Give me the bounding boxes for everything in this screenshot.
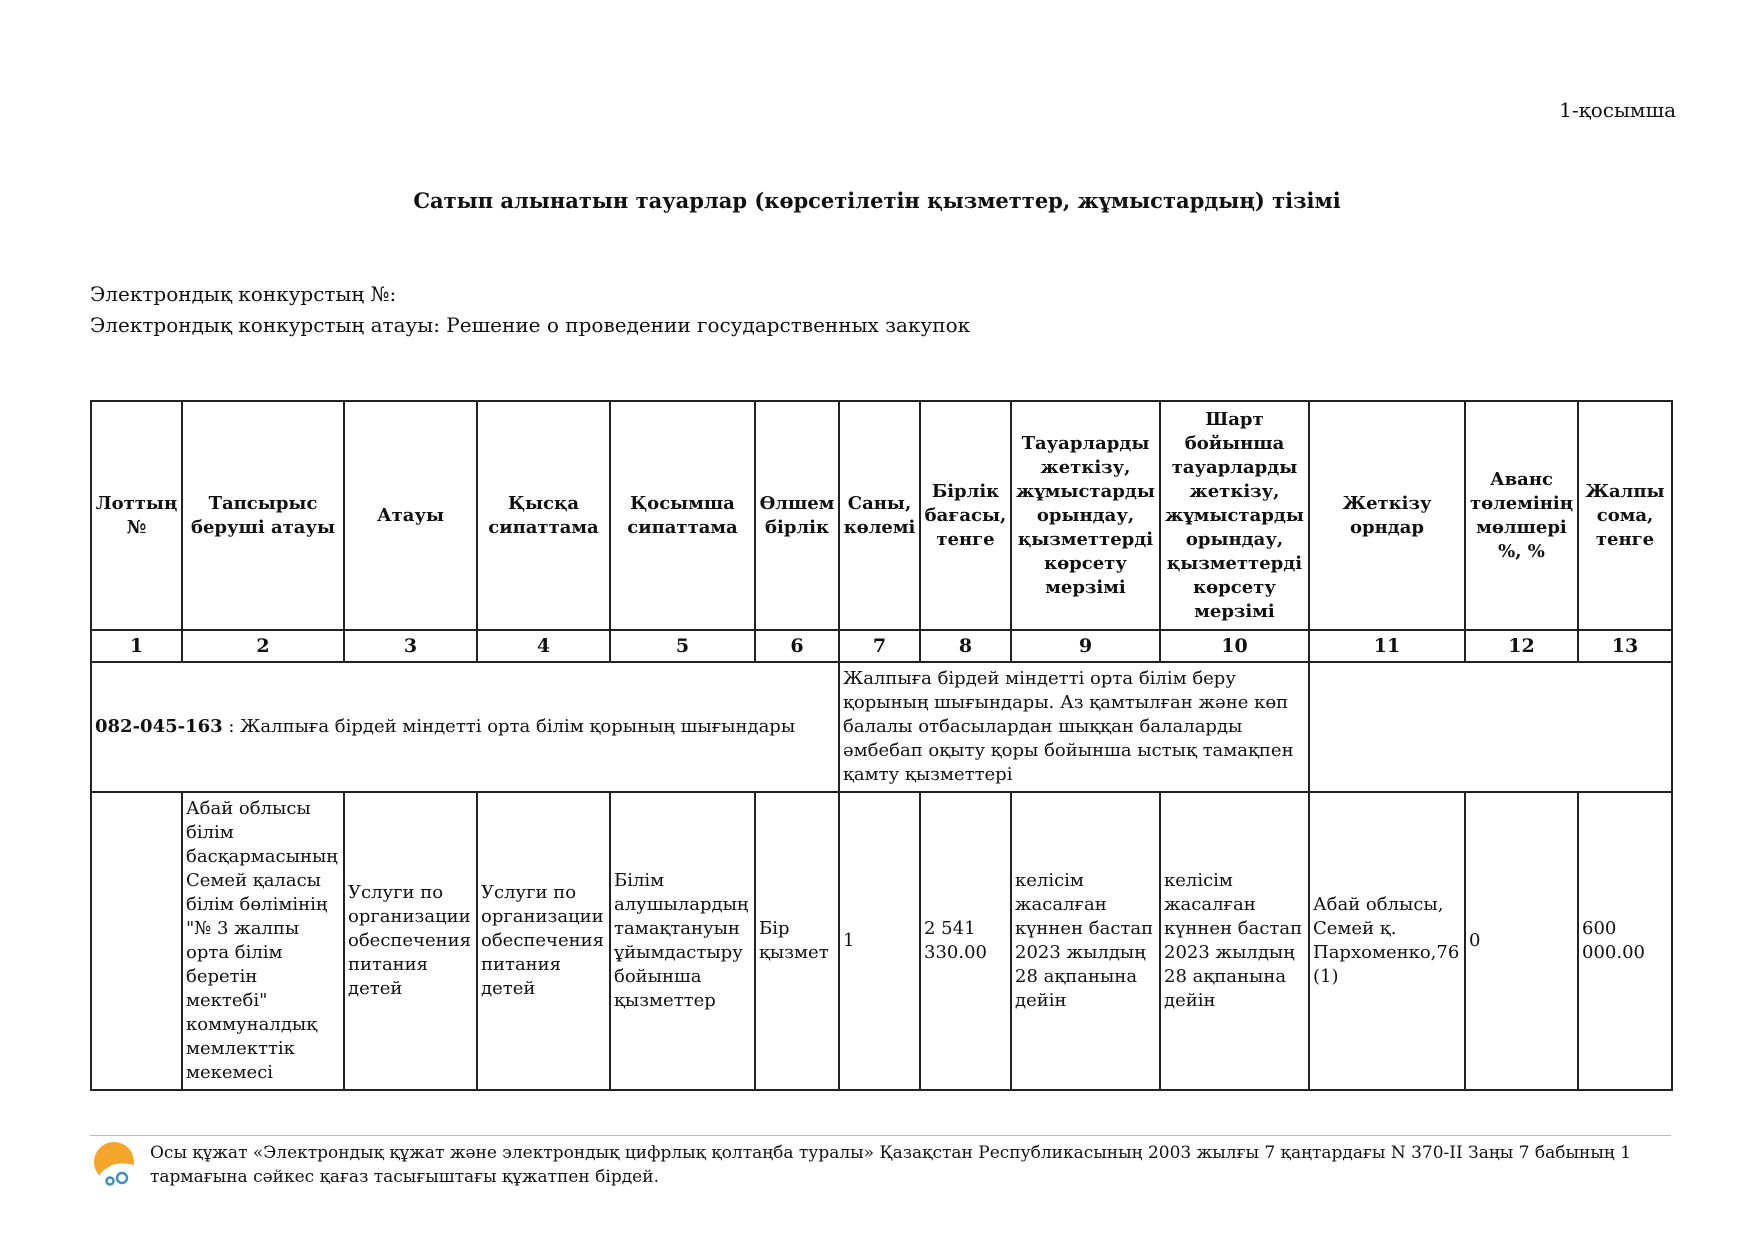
delivery-place-cell: Абай облысы, Семей қ. Пархоменко,76 (1) bbox=[1309, 792, 1465, 1090]
col-header: Қысқа сипаттама bbox=[477, 401, 610, 630]
customer-cell: Абай облысы білім басқармасының Семей қаласы білім бөлімінің "№ 3 жалпы орта білім беретін мектебі" коммуналдық мемлекттік мекемесі bbox=[182, 792, 344, 1090]
column-number: 7 bbox=[839, 630, 920, 662]
column-number: 11 bbox=[1309, 630, 1465, 662]
col-header: Тапсырыс беруші атауы bbox=[182, 401, 344, 630]
column-number: 5 bbox=[610, 630, 755, 662]
column-number: 3 bbox=[344, 630, 477, 662]
name-cell: Услуги по организации обеспечения питания детей bbox=[344, 792, 477, 1090]
col-header: Аванс төлемінің мөлшері %, % bbox=[1465, 401, 1578, 630]
footer-divider bbox=[90, 1135, 1671, 1136]
additional-description-cell: Білім алушылардың тамақтануын ұйымдастыру бойынша қызметтер bbox=[610, 792, 755, 1090]
short-description-cell: Услуги по организации обеспечения питания детей bbox=[477, 792, 610, 1090]
total-sum-cell: 600 000.00 bbox=[1578, 792, 1672, 1090]
col-header: Шарт бойынша тауарларды жеткізу, жұмыстарды орындау, қызметтерді көрсету мерзімі bbox=[1160, 401, 1309, 630]
col-header: Саны, көлемі bbox=[839, 401, 920, 630]
column-number: 6 bbox=[755, 630, 839, 662]
contest-number: Электрондық конкурстың №: bbox=[90, 282, 397, 306]
unit-cell: Бір қызмет bbox=[755, 792, 839, 1090]
contract-term-cell: келісім жасалған күннен бастап 2023 жылдың 28 ақпанына дейін bbox=[1160, 792, 1309, 1090]
egov-logo-icon bbox=[92, 1140, 140, 1188]
table-row bbox=[91, 792, 1672, 1090]
column-number-row bbox=[91, 630, 1672, 662]
col-header: Атауы bbox=[344, 401, 477, 630]
budget-program-extra bbox=[1309, 662, 1672, 792]
column-number: 13 bbox=[1578, 630, 1672, 662]
annex-label: 1-қосымша bbox=[1559, 98, 1676, 122]
page-title: Сатып алынатын тауарлар (көрсетілетін қызметтер, жұмыстардың) тізімі bbox=[413, 188, 1341, 213]
budget-program-description: Жалпыға бірдей міндетті орта білім беру қорының шығындары. Аз қамтылған және көп балалы отбасылардан шыққан балаларды әмбебап оқыту қоры бойынша ыстық тамақпен қамту қызметтері bbox=[839, 662, 1309, 792]
delivery-term-cell: келісім жасалған күннен бастап 2023 жылдың 28 ақпанына дейін bbox=[1011, 792, 1160, 1090]
budget-program-cell bbox=[91, 662, 839, 792]
budget-program-code: 082-045-163 bbox=[95, 716, 223, 737]
col-header: Жеткізу орндар bbox=[1309, 401, 1465, 630]
budget-group-row bbox=[91, 662, 1672, 792]
unit-price-cell: 2 541 330.00 bbox=[920, 792, 1011, 1090]
table-header-row bbox=[91, 401, 1672, 630]
footer-legal-note: Осы құжат «Электрондық құжат және электрондық цифрлық қолтаңба туралы» Қазақстан Республикасының 2003 жылғы 7 қаңтардағы N 370-II Заңы 7 бабының 1 тармағына сәйкес қағаз тасығыштағы құжатпен бірдей. bbox=[150, 1143, 1632, 1187]
col-header: Лоттың № bbox=[91, 401, 182, 630]
budget-program-name: : Жалпыға бірдей міндетті орта білім қорының шығындары bbox=[222, 716, 796, 737]
column-number: 9 bbox=[1011, 630, 1160, 662]
lot-number-cell bbox=[91, 792, 182, 1090]
column-number: 4 bbox=[477, 630, 610, 662]
column-number: 8 bbox=[920, 630, 1011, 662]
col-header: Бірлік бағасы, тенге bbox=[920, 401, 1011, 630]
procurement-table bbox=[90, 400, 1673, 1091]
contest-name: Электрондық конкурстың атауы: Решение о проведении государственных закупок bbox=[90, 313, 971, 337]
column-number: 2 bbox=[182, 630, 344, 662]
col-header: Қосымша сипаттама bbox=[610, 401, 755, 630]
column-number: 1 bbox=[91, 630, 182, 662]
col-header: Тауарларды жеткізу, жұмыстарды орындау, қызметтерді көрсету мерзімі bbox=[1011, 401, 1160, 630]
quantity-cell: 1 bbox=[839, 792, 920, 1090]
col-header: Өлшем бірлік bbox=[755, 401, 839, 630]
column-number: 10 bbox=[1160, 630, 1309, 662]
col-header: Жалпы сома, тенге bbox=[1578, 401, 1672, 630]
advance-payment-cell: 0 bbox=[1465, 792, 1578, 1090]
column-number: 12 bbox=[1465, 630, 1578, 662]
